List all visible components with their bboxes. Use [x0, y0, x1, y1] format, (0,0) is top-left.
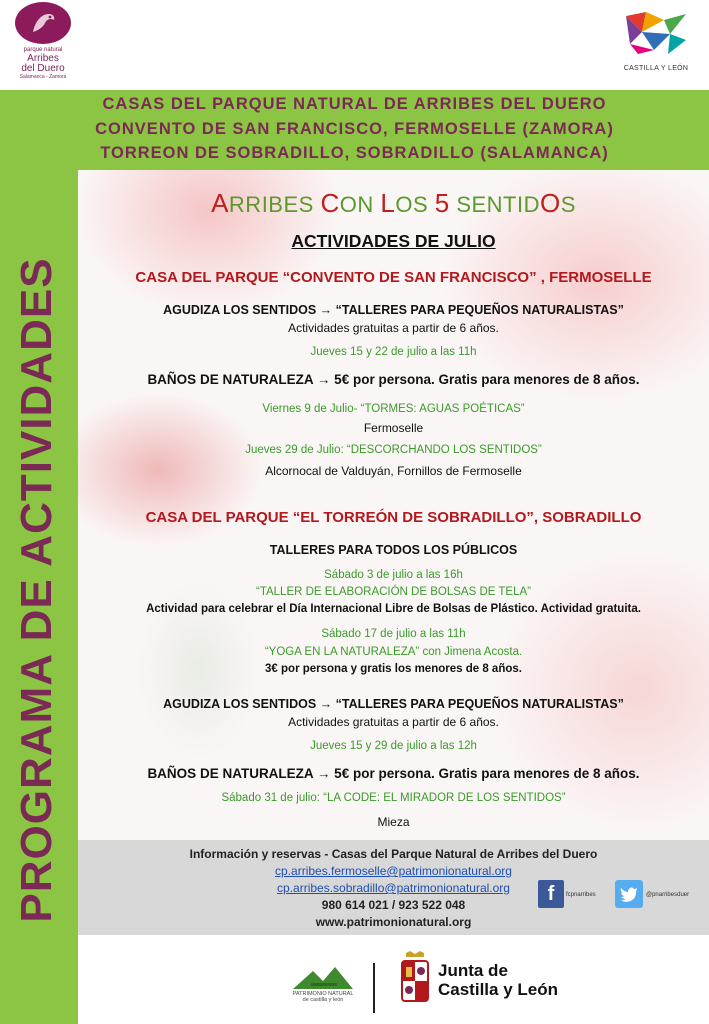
casa1-banos: BAÑOS DE NATURALEZA → 5€ por persona. Gratis para menores de 8 años.: [147, 372, 640, 387]
facebook-icon[interactable]: f: [538, 880, 564, 908]
phone-numbers: 980 614 021 / 923 522 048: [321, 898, 466, 912]
banner-part: A: [211, 188, 229, 218]
casa1-agudiza-dates: Jueves 15 y 22 de julio a las 11h: [310, 346, 477, 358]
casa2-t2-date: Sábado 17 de julio a las 11h: [321, 628, 466, 640]
casa2-t1-date: Sábado 3 de julio a las 16h: [324, 569, 463, 581]
sidebar-title: PROGRAMA DE ACTIVIDADES: [12, 257, 61, 923]
banner-part: RRIBES: [228, 192, 321, 217]
casa2-t1-desc: Actividad para celebrar el Día Internacional Libre de Bolsas de Plástico. Actividad gratuita.: [146, 603, 641, 615]
patrimonio-line1: PATRIMONIO NATURAL: [292, 991, 354, 997]
coat-of-arms-icon: [398, 949, 432, 1009]
patrimonio-natural-logo: [278, 963, 368, 1003]
casa2-event-title: Sábado 31 de julio: “LA CODE: EL MIRADOR DE LOS SENTIDOS”: [221, 792, 566, 804]
patrimonio-line2: de castilla y león: [302, 997, 344, 1003]
logo-name-line2: del Duero: [21, 63, 65, 74]
casa1-event1-title: Viernes 9 de Julio- “TORMES: AGUAS POÉTICAS”: [262, 403, 525, 415]
twitter-icon[interactable]: [615, 880, 643, 908]
casa2-talleres: TALLERES PARA TODOS LOS PÚBLICOS: [269, 543, 518, 557]
casa1-event2-place: Alcornocal de Valduyán, Fornillos de Fermoselle: [265, 464, 522, 478]
casa1-event2-title: Jueves 29 de Julio: “DESCORCHANDO LOS SENTIDOS”: [245, 444, 542, 456]
facebook-caption: fcpnarribes: [566, 892, 596, 898]
castilla-leon-text: CASTILLA Y LEÓN: [623, 65, 689, 72]
casa2-title: CASA DEL PARQUE “EL TORREÓN DE SOBRADILLO”, SOBRADILLO: [145, 509, 642, 526]
junta-line2: Castilla y León: [438, 980, 558, 999]
email-fermoselle-link[interactable]: cp.arribes.fermoselle@patrimonionatural.org: [275, 864, 512, 878]
band-line-3: TORREON DE SOBRADILLO, SOBRADILLO (SALAMANCA): [100, 144, 609, 162]
header-band: [0, 90, 709, 170]
castilla-leon-logo: [615, 10, 697, 84]
casa2-t2-desc: 3€ por persona y gratis los menores de 8 años.: [265, 663, 522, 675]
vulture-icon: [15, 2, 71, 44]
banner-part: S: [560, 192, 576, 217]
banner-part: SENTID: [449, 192, 540, 217]
arribes-logo: [8, 2, 78, 86]
casa2-t1-title: “TALLER DE ELABORACIÓN DE BOLSAS DE TELA”: [255, 586, 532, 598]
band-line-1: CASAS DEL PARQUE NATURAL DE ARRIBES DEL DUERO: [102, 95, 607, 113]
email-sobradillo-link[interactable]: cp.arribes.sobradillo@patrimonionatural.org: [277, 881, 510, 895]
website-link[interactable]: www.patrimonionatural.org: [315, 915, 472, 929]
banner-part: C: [320, 188, 340, 218]
mountain-icon: [293, 963, 353, 989]
top-header: [0, 0, 709, 90]
junta-logo: [398, 949, 558, 1015]
banner-part: O: [540, 188, 561, 218]
casa1-event1-place: Fermoselle: [363, 421, 424, 435]
footer: [78, 935, 709, 1024]
band-line-2: CONVENTO DE SAN FRANCISCO, FERMOSELLE (ZAMORA): [95, 120, 614, 138]
banner-title: [78, 188, 709, 219]
casa2-t2-title: “YOGA EN LA NATURALEZA” con Jimena Acosta.: [264, 646, 523, 658]
banner-part: OS: [395, 192, 435, 217]
logo-name-line1: Arribes: [27, 53, 59, 64]
info-heading: Información y reservas - Casas del Parque Natural de Arribes del Duero: [189, 847, 598, 861]
casa1-agudiza: AGUDIZA LOS SENTIDOS → “TALLERES PARA PEQUEÑOS NATURALISTAS”: [163, 303, 624, 317]
main-content: [78, 170, 709, 840]
footer-divider: [373, 963, 375, 1013]
casa2-agudiza: AGUDIZA LOS SENTIDOS → “TALLERES PARA PEQUEÑOS NATURALISTAS”: [163, 697, 624, 711]
logo-sub-text: Salamanca - Zamora: [19, 74, 67, 80]
junta-line1: Junta de: [438, 961, 508, 980]
junta-text: [438, 961, 558, 999]
banner-part: 5: [434, 188, 450, 218]
twitter-caption: @pnarribesduer: [646, 892, 690, 898]
banner-part: ON: [339, 192, 381, 217]
casa2-banos: BAÑOS DE NATURALEZA → 5€ por persona. Gratis para menores de 8 años.: [147, 766, 640, 781]
casa2-agudiza-dates: Jueves 15 y 29 de julio a las 12h: [310, 740, 477, 752]
casa2-event-place: Mieza: [377, 815, 410, 829]
casa2-agudiza-note: Actividades gratuitas a partir de 6 años.: [288, 715, 499, 729]
info-box: [78, 840, 709, 935]
banner-part: L: [380, 188, 396, 218]
castilla-leon-icon: [624, 10, 688, 56]
page-heading: ACTIVIDADES DE JULIO: [291, 231, 496, 251]
casa1-agudiza-note: Actividades gratuitas a partir de 6 años.: [288, 321, 499, 335]
logo-small-text: parque natural: [23, 47, 63, 53]
casa1-title: CASA DEL PARQUE “CONVENTO DE SAN FRANCISCO” , FERMOSELLE: [135, 269, 652, 286]
